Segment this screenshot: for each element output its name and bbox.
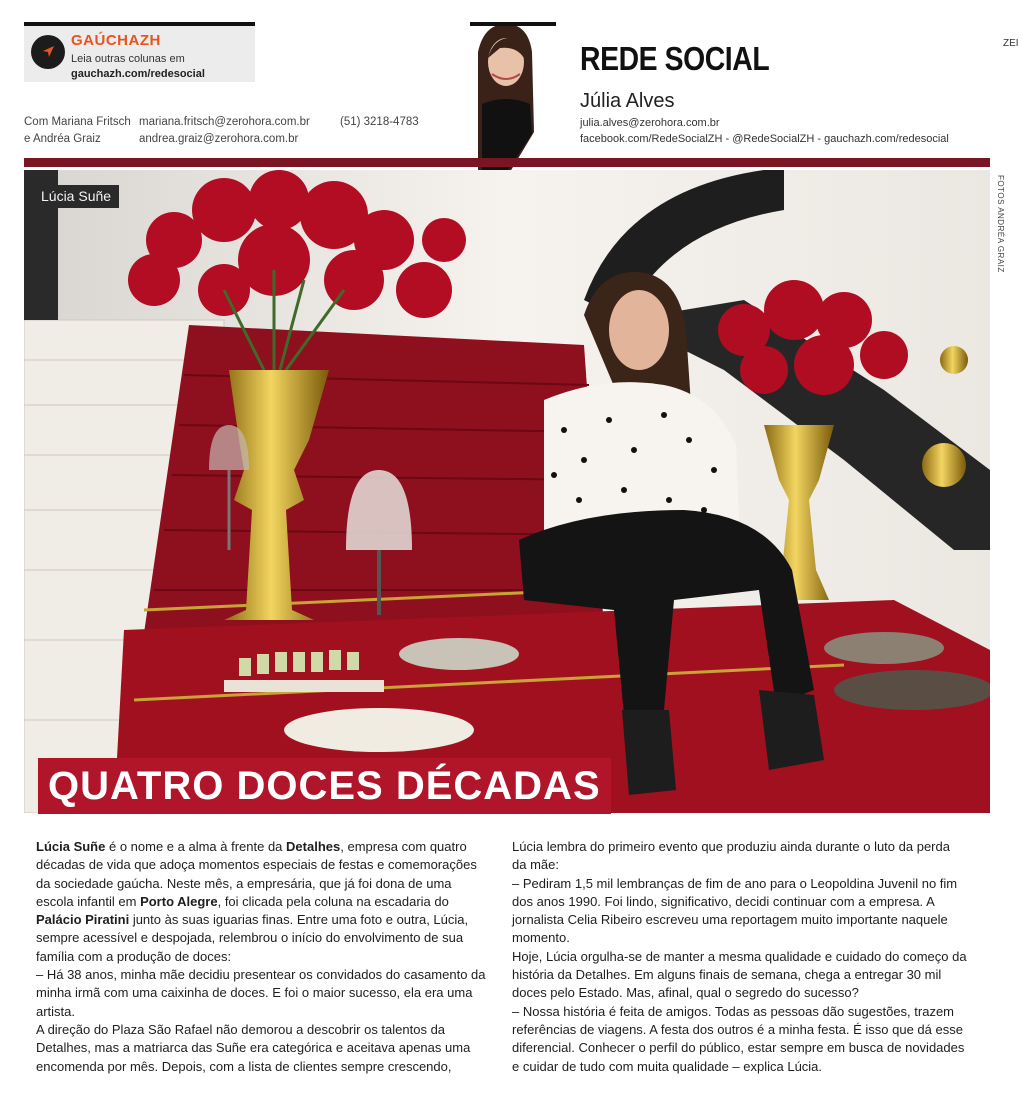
article-paragraph: – Há 38 anos, minha mãe decidiu presentear os convidados do casamento da minha irmã com uma caixinha de doces. E foi o maior sucesso, ela era uma artista.	[36, 967, 486, 1019]
author-email-link[interactable]: julia.alves@zerohora.com.br	[580, 117, 720, 129]
phone-number: (51) 3218-4783	[340, 116, 419, 128]
article-column-right	[512, 838, 967, 1076]
article-photo	[24, 170, 990, 813]
header-divider	[24, 158, 990, 167]
article-paragraph: Lúcia Suñe é o nome e a alma à frente da Detalhes, empresa com quatro décadas de vida que adoça momentos especiais de festas e comemorações da sociedade gaúcha. Neste mês, a empresária, que já foi dona de uma escola infantil em Porto Alegre, foi clicada pela coluna na escadaria do Palácio Piratini junto às suas iguarias finas. Entre uma foto e outra, Lúcia, sempre acessível e despojada, relembrou o início do envolvimento de sua família com a produção de doces:	[36, 839, 477, 964]
photo-credit: FOTOS ANDRÉA GRAIZ	[996, 175, 1005, 273]
promo-link[interactable]: gauchazh.com/redesocial	[71, 68, 205, 80]
article-headline: QUATRO DOCES DÉCADAS	[38, 758, 611, 814]
article-paragraph: Hoje, Lúcia orgulha-se de manter a mesma qualidade e cuidado do começo da história da Detalhes. Em alguns finais de semana, chega a entregar 30 mil doces pelo Estado. Mas, afinal, qual o segredo do sucesso?	[512, 948, 967, 1001]
photo-name-tag: Lúcia Suñe	[33, 185, 119, 208]
contributor-emails	[139, 114, 310, 148]
email-link[interactable]: andrea.graiz@zerohora.com.br	[139, 133, 299, 145]
contributor-line: e Andréa Graiz	[24, 133, 101, 145]
page-edge-text: ZEI	[1003, 38, 1019, 49]
article-paragraph: Lúcia lembra do primeiro evento que produziu ainda durante o luto da perda da mãe:	[512, 839, 950, 873]
article-paragraph: – Pediram 1,5 mil lembranças de fim de ano para o Leopoldina Juvenil no fim dos anos 1990. Foi lindo, significativo, decidi continuar com a empresa. A jornalista Celia Ribeiro escreveu uma reportagem muito importante naquele momento.	[512, 875, 958, 946]
article-column-left	[36, 838, 491, 1076]
gauchazh-logo: GAÚCHAZH	[71, 32, 161, 49]
compass-arrow-icon	[31, 35, 65, 69]
social-links[interactable]: facebook.com/RedeSocialZH - @RedeSocialZH - gauchazh.com/redesocial	[580, 133, 949, 145]
contributors	[24, 114, 131, 148]
promo-text: Leia outras colunas em	[71, 53, 185, 65]
email-link[interactable]: mariana.fritsch@zerohora.com.br	[139, 116, 310, 128]
contributor-line: Com Mariana Fritsch	[24, 116, 131, 128]
columnist-portrait	[470, 22, 556, 180]
article-paragraph: – Nossa história é feita de amigos. Todas as pessoas dão sugestões, trazem referências de viagens. A festa dos outros é a minha festa. É isso que dá esse diferencial. Conhecer o perfil do público, estar sempre em busca de novidades e cuidar de tudo com muita qualidade – explica Lúcia.	[512, 1003, 965, 1074]
column-title: REDE SOCIAL	[580, 40, 770, 77]
column-author: Júlia Alves	[580, 90, 675, 112]
gauchazh-promo-box[interactable]	[24, 22, 255, 82]
article-paragraph: A direção do Plaza São Rafael não demorou a descobrir os talentos da Detalhes, mas a matriarca das Suñe era categórica e aceitava apenas uma encomenda por mês. Depois, com a lista de clientes sempre crescendo,	[36, 1021, 471, 1074]
